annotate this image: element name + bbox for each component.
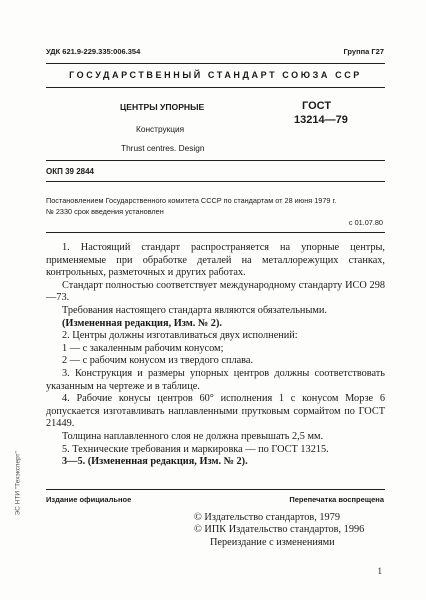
okp-code: ОКП 39 2844 [46, 167, 94, 176]
reissue-note: Переиздание с изменениями [210, 536, 335, 548]
official-edition: Издание официальное [46, 495, 132, 504]
paragraph-iso: Стандарт полностью соответствует международному стандарту ИСО 298—73. [46, 279, 385, 304]
gost-number: 13214—79 [294, 114, 348, 126]
decree-line-2: № 2330 срок введения установлен [46, 207, 164, 216]
udc-code: УДК 621.9-229.335:006.354 [46, 47, 141, 56]
paragraph-2: 2. Центры должны изготавливаться двух исполнений: [62, 330, 298, 342]
paragraph-3: 3. Конструкция и размеры упорных центров должны соответствовать указанным на чертеже и в таблице. [46, 367, 385, 392]
document-body [46, 242, 385, 469]
copyright-1996: © ИПК Издательство стандартов, 1996 [194, 524, 365, 536]
paragraph-amended-2: 3—5. (Измененная редакция, Изм. № 2). [62, 456, 248, 468]
copyright-1979: © Издательство стандартов, 1979 [194, 512, 340, 523]
page-number: 1 [377, 566, 382, 576]
footer-rule [46, 489, 385, 490]
paragraph-5: 5. Технические требования и маркировка — по ГОСТ 13215. [62, 443, 329, 455]
title-rule [46, 160, 385, 161]
paragraph-thickness: Толщина наплавленного слоя не должна превышать 2,5 мм. [62, 430, 324, 442]
paragraph-1: 1. Настоящий стандарт распространяется на упорные центры, применяемые при обработке деталей на металлорежущих станках, контрольных, разметочных и других работах. [46, 242, 385, 279]
header-rule-bottom [46, 87, 385, 88]
header-rule-top [46, 63, 385, 64]
standard-line: ГОСУДАРСТВЕННЫЙ СТАНДАРТ СОЮЗА ССР [69, 70, 362, 80]
group-code: Группа Г27 [343, 47, 384, 56]
doc-title: ЦЕНТРЫ УПОРНЫЕ [120, 102, 205, 112]
side-watermark: ЭС НТИ "Техэксперт" [14, 451, 22, 516]
paragraph-mandatory: Требования настоящего стандарта являются обязательными. [62, 304, 327, 316]
decree-date: с 01.07.80 [348, 218, 383, 227]
decree-rule [46, 232, 385, 233]
decree-line-1: Постановлением Государственного комитета СССР по стандартам от 28 июня 1979 г. [46, 196, 337, 205]
paragraph-2-variant-1: 1 — с закаленным рабочим конусом; [62, 342, 224, 354]
doc-subtitle: Конструкция [136, 124, 185, 134]
paragraph-2-variant-2: 2 — с рабочим конусом из твердого сплава. [62, 355, 254, 367]
okp-rule [46, 181, 385, 182]
paragraph-4: 4. Рабочие конусы центров 60° исполнения 1 с конусом Морзе 6 допускается изготавливать наплавленными прутковым сормайтом по ГОСТ 21449. [46, 393, 385, 430]
reprint-notice: Перепечатка воспрещена [289, 495, 384, 504]
doc-title-english: Thrust centres. Design [121, 143, 205, 153]
paragraph-amended-1: (Измененная редакция, Изм. № 2). [62, 317, 222, 329]
gost-label: ГОСТ [302, 100, 332, 112]
